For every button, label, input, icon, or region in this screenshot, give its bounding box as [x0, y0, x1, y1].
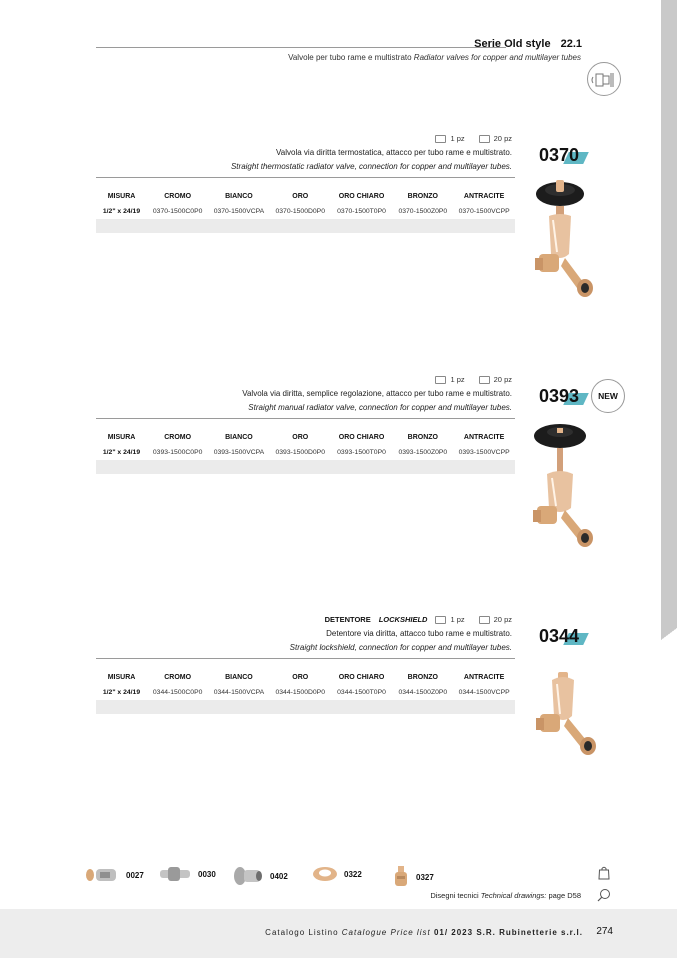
- col-bronzo: BRONZO: [407, 674, 438, 681]
- footer-edition: 01/ 2023: [433, 928, 474, 937]
- table-header: [96, 189, 515, 204]
- pack-large: 20 pz: [493, 375, 512, 384]
- table-row: [96, 204, 515, 219]
- col-oro: ORO: [292, 434, 309, 441]
- product-table-0370: [96, 189, 515, 233]
- lockshield-tag-it: DETENTORE: [324, 615, 371, 624]
- cell-size: 1/2" x 24/19: [102, 208, 141, 215]
- col-bronzo: BRONZO: [407, 193, 438, 200]
- pack-large: 20 pz: [493, 615, 512, 624]
- series-subtitle: [288, 53, 581, 62]
- col-bianco: BIANCO: [225, 193, 253, 200]
- subtitle-en: Radiator valves for copper and multilayer tubes: [413, 53, 581, 62]
- page-number: 274: [596, 926, 613, 937]
- subtitle-it: Valvole per tubo rame e multistrato: [288, 53, 412, 62]
- pack-large: 20 pz: [493, 134, 512, 143]
- tech-label-it: Disegni tecnici: [430, 891, 479, 900]
- table-spacer-row: [96, 219, 515, 233]
- col-antracite: ANTRACITE: [463, 434, 505, 441]
- cell-code: 0344-1500VCPA: [213, 689, 265, 696]
- cell-code: 0393-1500T0P0: [337, 449, 386, 456]
- cell-code: 0344-1500Z0P0: [398, 689, 448, 696]
- cell-size: 1/2" x 24/19: [102, 449, 141, 456]
- valve-image-0393: [527, 418, 599, 552]
- table-header: [96, 670, 515, 685]
- cell-code: 0370-1500D0P0: [275, 208, 325, 215]
- accessory-code: 0322: [344, 869, 362, 879]
- description-en-0393: Straight manual radiator valve, connection for copper and multilayer tubes.: [248, 403, 512, 412]
- col-antracite: ANTRACITE: [463, 193, 505, 200]
- col-oro: ORO: [292, 193, 309, 200]
- product-divider: [96, 418, 515, 419]
- tech-label-en: Technical drawings:: [480, 891, 547, 900]
- col-antracite: ANTRACITE: [463, 674, 505, 681]
- accessory-code: 0402: [270, 871, 288, 881]
- cell-code: 0393-1500Z0P0: [398, 449, 448, 456]
- pack-small: 1 pz: [450, 375, 465, 384]
- cell-code: 0393-1500VCPP: [458, 449, 510, 456]
- radiator-valve-icon: [587, 62, 621, 96]
- col-misura: MISURA: [107, 434, 136, 441]
- cell-code: 0393-1500VCPA: [213, 449, 265, 456]
- col-cromo: CROMO: [164, 674, 192, 681]
- table-header: [96, 430, 515, 445]
- cell-code: 0370-1500VCPP: [458, 208, 510, 215]
- header-divider: [96, 47, 506, 48]
- description-it-0344: Detentore via diritta, attacco tubo rame e multistrato.: [326, 629, 512, 638]
- packaging-info-0370: [435, 134, 512, 143]
- valve-image-0370: [527, 172, 599, 304]
- product-code-0393: 0393: [539, 386, 580, 406]
- footer-catalog-it: Catalogo Listino: [265, 928, 339, 937]
- footer-company: S.R. Rubinetterie s.r.l.: [476, 928, 583, 937]
- packaging-info-0393: [435, 375, 512, 384]
- lockshield-tag-en: LOCKSHIELD: [378, 615, 428, 624]
- accessory-0030-image: [158, 864, 192, 884]
- accessory-code: 0027: [126, 870, 144, 880]
- cell-code: 0393-1500C0P0: [152, 449, 203, 456]
- accessory-0322-image: [312, 864, 338, 884]
- cell-code: 0370-1500Z0P0: [398, 208, 448, 215]
- product-divider: [96, 658, 515, 659]
- col-misura: MISURA: [107, 674, 136, 681]
- table-spacer-row: [96, 700, 515, 714]
- series-name: Serie Old style: [474, 38, 551, 50]
- col-bianco: BIANCO: [225, 434, 253, 441]
- single-pack-icon: [435, 376, 446, 384]
- cell-code: 0370-1500C0P0: [152, 208, 203, 215]
- accessory-0030[interactable]: [158, 864, 216, 884]
- col-oro-chiaro: ORO CHIARO: [338, 674, 385, 681]
- cell-code: 0344-1500T0P0: [337, 689, 386, 696]
- col-cromo: CROMO: [164, 193, 192, 200]
- accessory-0027-image: [84, 864, 120, 886]
- product-code-0370: 0370: [539, 145, 580, 165]
- cell-code: 0344-1500VCPP: [458, 689, 510, 696]
- valve-image-0344: [532, 668, 602, 760]
- accessory-0402[interactable]: [232, 864, 288, 888]
- shopping-bag-icon[interactable]: [598, 866, 610, 880]
- description-it-0370: Valvola via diritta termostatica, attacco per tubo rame e multistrato.: [276, 148, 512, 157]
- accessory-0327-image: [392, 864, 410, 890]
- technical-drawings-ref: [430, 891, 581, 900]
- page-footer: [0, 909, 677, 958]
- product-table-0393: [96, 430, 515, 474]
- footer-catalog-en: Catalogue Price list: [341, 928, 431, 937]
- description-en-0370: Straight thermostatic radiator valve, connection for copper and multilayer tubes.: [230, 162, 512, 171]
- cell-code: 0344-1500C0P0: [152, 689, 203, 696]
- accessory-code: 0030: [198, 869, 216, 879]
- accessory-0322[interactable]: [312, 864, 362, 884]
- cell-code: 0370-1500VCPA: [213, 208, 265, 215]
- col-oro-chiaro: ORO CHIARO: [338, 193, 385, 200]
- product-table-0344: [96, 670, 515, 714]
- single-pack-icon: [435, 616, 446, 624]
- pack-small: 1 pz: [450, 615, 465, 624]
- series-title: [474, 38, 582, 50]
- pack-small: 1 pz: [450, 134, 465, 143]
- tech-page: page D58: [548, 891, 581, 900]
- magnifier-icon[interactable]: [597, 888, 611, 902]
- col-oro: ORO: [292, 674, 309, 681]
- col-bianco: BIANCO: [225, 674, 253, 681]
- product-divider: [96, 177, 515, 178]
- new-badge: NEW: [591, 379, 625, 413]
- footer-catalog-text: [265, 928, 583, 937]
- single-pack-icon: [435, 135, 446, 143]
- accessory-0327[interactable]: [392, 864, 434, 890]
- product-code-0344: 0344: [539, 626, 580, 646]
- col-oro-chiaro: ORO CHIARO: [338, 434, 385, 441]
- description-it-0393: Valvola via diritta, semplice regolazione, attacco per tubo rame e multistrato.: [242, 389, 512, 398]
- cell-size: 1/2" x 24/19: [102, 689, 141, 696]
- packaging-info-0344: [325, 615, 512, 624]
- description-en-0344: Straight lockshield, connection for copper and multilayer tubes.: [289, 643, 512, 652]
- section-side-tab: [661, 0, 677, 628]
- box-pack-icon: [479, 376, 490, 384]
- table-spacer-row: [96, 460, 515, 474]
- section-number: 22.1: [560, 38, 582, 50]
- accessory-0402-image: [232, 864, 264, 888]
- box-pack-icon: [479, 135, 490, 143]
- table-row: [96, 445, 515, 460]
- accessory-0027[interactable]: [84, 864, 144, 886]
- col-misura: MISURA: [107, 193, 136, 200]
- cell-code: 0370-1500T0P0: [337, 208, 386, 215]
- table-row: [96, 685, 515, 700]
- cell-code: 0344-1500D0P0: [275, 689, 325, 696]
- accessory-code: 0327: [416, 872, 434, 882]
- cell-code: 0393-1500D0P0: [275, 449, 325, 456]
- col-cromo: CROMO: [164, 434, 192, 441]
- box-pack-icon: [479, 616, 490, 624]
- col-bronzo: BRONZO: [407, 434, 438, 441]
